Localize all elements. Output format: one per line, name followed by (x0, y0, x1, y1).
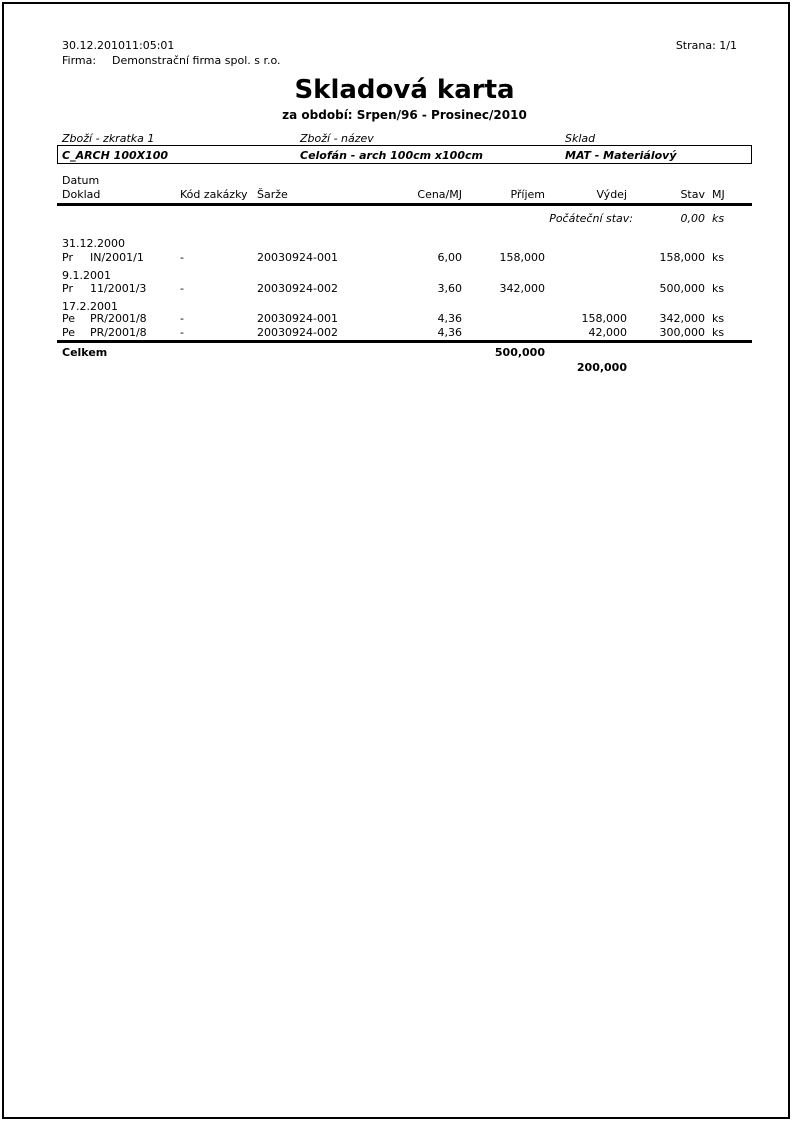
warehouse-label: Sklad (565, 132, 596, 145)
price-cell: 4,36 (437, 312, 462, 325)
totals-label: Celkem (62, 346, 108, 359)
group-date (0, 237, 794, 251)
unit-cell: ks (712, 312, 725, 325)
item-code: C_ARCH 100X100 (62, 149, 169, 162)
col-datum: Datum (62, 174, 100, 187)
col-vydej: Výdej (596, 188, 627, 201)
unit-cell: ks (712, 282, 725, 295)
order-code-cell: - (180, 282, 184, 295)
page-border (2, 2, 790, 1119)
order-code-cell: - (180, 251, 184, 264)
group-date (0, 269, 794, 283)
col-doklad: Doklad (62, 188, 101, 201)
initial-state-unit: ks (712, 212, 725, 225)
table-row (0, 312, 794, 326)
warehouse-name: MAT - Materiálový (565, 149, 677, 162)
doc-number-cell: 11/2001/3 (90, 282, 147, 295)
doc-type-cell: Pe (62, 312, 76, 325)
doc-number-cell: PR/2001/8 (90, 326, 147, 339)
firm-line (0, 54, 794, 68)
order-code-cell: - (180, 326, 184, 339)
doc-number-cell: PR/2001/8 (90, 312, 147, 325)
item-name: Celofán - arch 100cm x100cm (300, 149, 483, 162)
col-stav: Stav (680, 188, 705, 201)
doc-type-cell: Pe (62, 326, 76, 339)
totals-row (0, 346, 794, 360)
item-values (0, 149, 794, 163)
price-cell: 6,00 (437, 251, 462, 264)
initial-state-label: Počáteční stav: (549, 212, 633, 225)
table-row (0, 251, 794, 265)
page-subtitle: za období: Srpen/96 - Prosinec/2010 (282, 108, 527, 122)
print-header (0, 39, 794, 53)
initial-state-value: 0,00 (680, 212, 705, 225)
col-cena-mj: Cena/MJ (417, 188, 462, 201)
col-mj: MJ (712, 188, 725, 201)
totals-rule (57, 340, 752, 343)
vydej-cell: 42,000 (588, 326, 627, 339)
unit-cell: ks (712, 326, 725, 339)
price-cell: 3,60 (437, 282, 462, 295)
group-date-label: 31.12.2000 (62, 237, 125, 250)
doc-type-cell: Pr (62, 282, 73, 295)
page-number: Strana: 1/1 (675, 39, 737, 52)
totals-vydej: 200,000 (576, 361, 627, 374)
table-header-line2 (0, 188, 794, 202)
col-kod-zakazky: Kód zakázky (180, 188, 248, 201)
stav-cell: 500,000 (659, 282, 705, 295)
totals-row-2 (0, 361, 794, 375)
col-prijem: Příjem (510, 188, 545, 201)
page-title: Skladová karta (294, 75, 515, 105)
prijem-cell: 342,000 (499, 282, 545, 295)
group-date-label: 9.1.2001 (62, 269, 111, 282)
item-name-label: Zboží - název (300, 132, 374, 145)
group-date-label: 17.2.2001 (62, 300, 118, 313)
batch-cell: 20030924-001 (257, 312, 338, 325)
doc-type-cell: Pr (62, 251, 73, 264)
batch-cell: 20030924-002 (257, 326, 338, 339)
initial-state-row (0, 212, 794, 226)
unit-cell: ks (712, 251, 725, 264)
batch-cell: 20030924-002 (257, 282, 338, 295)
table-row (0, 326, 794, 340)
item-labels (0, 132, 794, 146)
order-code-cell: - (180, 312, 184, 325)
stav-cell: 342,000 (659, 312, 705, 325)
table-row (0, 282, 794, 296)
printed-time: 11:05:01 (125, 39, 175, 52)
firm-name: Demonstrační firma spol. s r.o. (112, 54, 281, 67)
prijem-cell: 158,000 (499, 251, 545, 264)
doc-number-cell: IN/2001/1 (90, 251, 144, 264)
col-sarze: Šarže (257, 188, 288, 201)
stav-cell: 300,000 (659, 326, 705, 339)
totals-prijem: 500,000 (494, 346, 545, 359)
header-rule (57, 203, 752, 206)
batch-cell: 20030924-001 (257, 251, 338, 264)
printed-date: 30.12.2010 (62, 39, 125, 52)
stav-cell: 158,000 (659, 251, 705, 264)
vydej-cell: 158,000 (581, 312, 627, 325)
firm-label: Firma: (62, 54, 97, 67)
table-header-line1 (0, 174, 794, 188)
price-cell: 4,36 (437, 326, 462, 339)
item-code-label: Zboží - zkratka 1 (62, 132, 155, 145)
